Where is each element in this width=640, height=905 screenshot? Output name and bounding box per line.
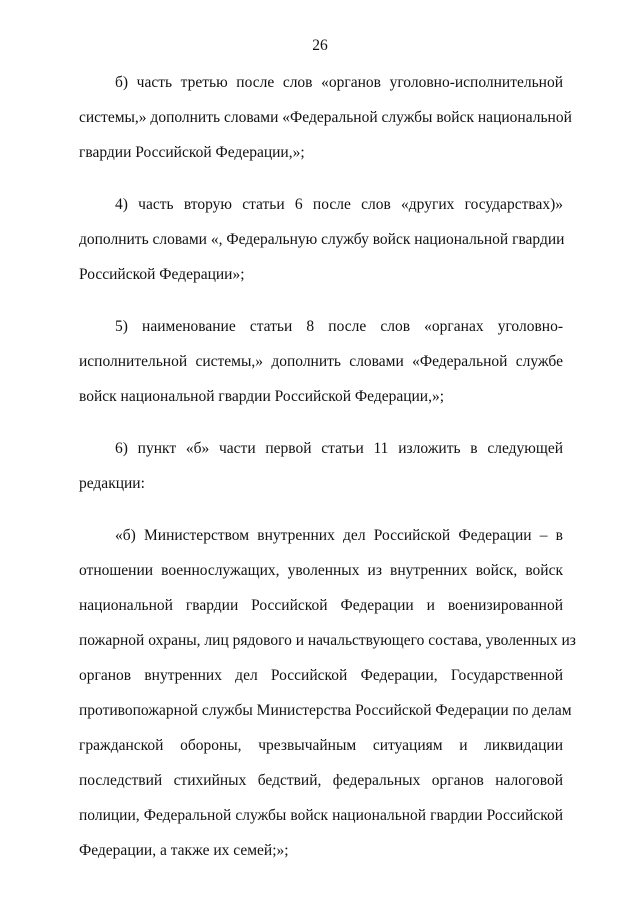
text-line: последствий стихийных бедствий, федеральных органов налоговой xyxy=(79,772,563,789)
text-line: гражданской обороны, чрезвычайным ситуациям и ликвидации xyxy=(79,737,563,754)
paragraph-quoted-b xyxy=(79,518,576,868)
text-line: Российской Федерации»; xyxy=(79,266,245,283)
text-line: 5) наименование статьи 8 после слов «органах уголовно- xyxy=(115,318,563,335)
text-line: системы,» дополнить словами «Федеральной службы войск национальной xyxy=(79,109,572,126)
text-line: «б) Министерством внутренних дел Российской Федерации – в xyxy=(115,527,563,544)
text-line: Федерации, а также их семей;»; xyxy=(79,842,289,859)
paragraph-item-4 xyxy=(79,187,563,292)
text-line: полиции, Федеральной службы войск национальной гвардии Российской xyxy=(79,807,563,824)
text-line: исполнительной системы,» дополнить словами «Федеральной службе xyxy=(79,353,563,370)
text-line: органов внутренних дел Российской Федерации, Государственной xyxy=(79,667,563,684)
text-line: дополнить словами «, Федеральную службу войск национальной гвардии xyxy=(79,231,565,248)
text-line: б) часть третью после слов «органов уголовно-исполнительной xyxy=(115,74,563,91)
paragraph-b-part-three xyxy=(79,65,572,170)
text-line: редакции: xyxy=(79,475,145,492)
text-line: войск национальной гвардии Российской Федерации,»; xyxy=(79,388,445,405)
page-number: 26 xyxy=(312,37,328,54)
paragraph-item-5 xyxy=(79,309,563,414)
text-line: гвардии Российской Федерации,»; xyxy=(79,144,305,161)
text-line: противопожарной службы Министерства Российской Федерации по делам xyxy=(79,702,572,719)
paragraph-item-6 xyxy=(79,431,563,501)
text-line: пожарной охраны, лиц рядового и начальствующего состава, уволенных из xyxy=(79,632,576,649)
document-body xyxy=(79,65,576,885)
text-line: 6) пункт «б» части первой статьи 11 изложить в следующей xyxy=(115,440,563,457)
text-line: 4) часть вторую статьи 6 после слов «других государствах)» xyxy=(115,196,563,213)
text-line: национальной гвардии Российской Федерации и военизированной xyxy=(79,597,563,614)
text-line: отношении военнослужащих, уволенных из внутренних войск, войск xyxy=(79,562,563,579)
